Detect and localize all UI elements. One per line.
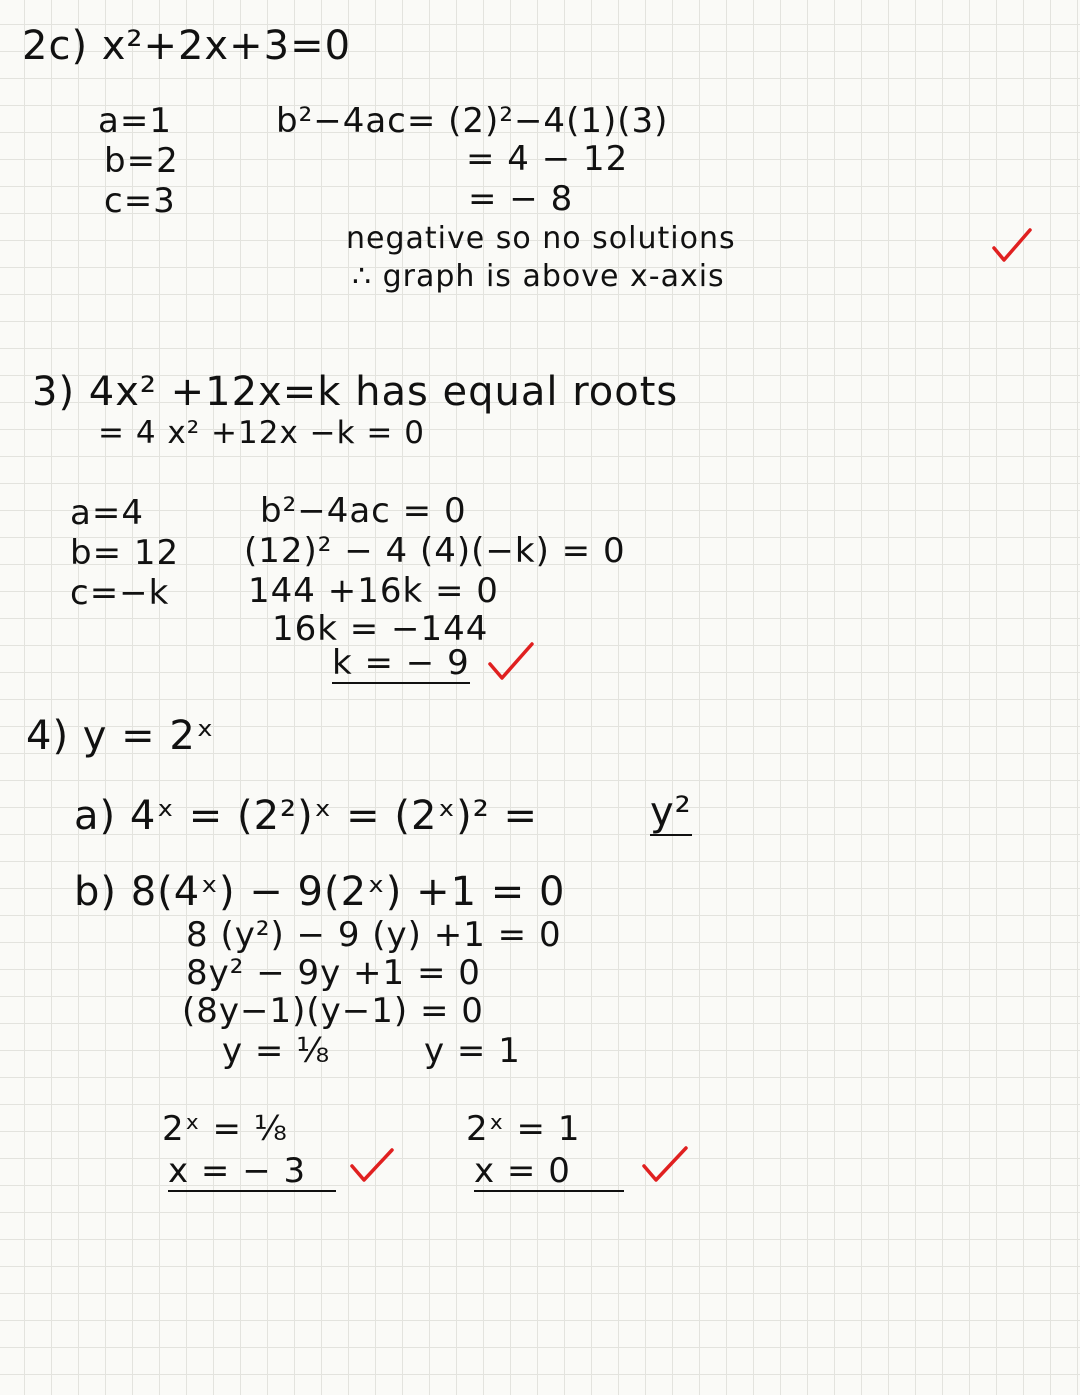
q4-part-a-answer: y² bbox=[650, 789, 692, 835]
q3-step-1: b²−4ac = 0 bbox=[260, 491, 467, 531]
q2c-coef-c: c=3 bbox=[104, 181, 176, 221]
q2c-discriminant: b²−4ac= (2)²−4(1)(3) bbox=[276, 101, 669, 141]
q3-step-3: 144 +16k = 0 bbox=[248, 571, 499, 611]
q4-root-right: y = 1 bbox=[424, 1031, 521, 1071]
q4-part-b-line-2: 8 (y²) − 9 (y) +1 = 0 bbox=[186, 915, 562, 955]
q3-answer: k = − 9 bbox=[332, 643, 470, 683]
q4-part-b-line-4: (8y−1)(y−1) = 0 bbox=[182, 991, 484, 1031]
q3-step-4: 16k = −144 bbox=[272, 609, 489, 649]
check-mark-icon bbox=[640, 1144, 690, 1186]
q3-step-2: (12)² − 4 (4)(−k) = 0 bbox=[244, 531, 626, 571]
q4-final-right-eq: 2ˣ = 1 bbox=[466, 1109, 581, 1149]
check-mark-icon bbox=[348, 1146, 396, 1186]
q4-part-a: a) 4ˣ = (2²)ˣ = (2ˣ)² = bbox=[74, 793, 539, 839]
q2c-coef-a: a=1 bbox=[98, 101, 172, 141]
q2c-title: 2c) x²+2x+3=0 bbox=[22, 23, 352, 69]
q4-part-b-line-3: 8y² − 9y +1 = 0 bbox=[186, 953, 481, 993]
q2c-coef-b: b=2 bbox=[104, 141, 179, 181]
q3-title: 3) 4x² +12x=k has equal roots bbox=[32, 369, 679, 415]
q3-coef-c: c=−k bbox=[70, 573, 170, 613]
check-mark-icon bbox=[486, 640, 536, 684]
q4-final-right-answer: x = 0 bbox=[474, 1154, 624, 1192]
q3-rearranged: = 4 x² +12x −k = 0 bbox=[98, 415, 425, 451]
q4-part-b-line-1: b) 8(4ˣ) − 9(2ˣ) +1 = 0 bbox=[74, 869, 566, 915]
q2c-step-1: = 4 − 12 bbox=[466, 139, 629, 179]
q3-coef-a: a=4 bbox=[70, 493, 144, 533]
q4-final-left-eq: 2ˣ = ⅛ bbox=[162, 1109, 288, 1149]
q4-title: 4) y = 2ˣ bbox=[26, 713, 215, 759]
q2c-conclusion-2: ∴ graph is above x-axis bbox=[352, 259, 725, 294]
q4-root-left: y = ⅛ bbox=[222, 1031, 331, 1071]
check-mark-icon bbox=[990, 226, 1034, 266]
q3-coef-b: b= 12 bbox=[70, 533, 180, 573]
q4-final-left-answer: x = − 3 bbox=[168, 1154, 336, 1192]
q2c-conclusion-1: negative so no solutions bbox=[346, 221, 736, 256]
q2c-step-2: = − 8 bbox=[468, 179, 574, 219]
